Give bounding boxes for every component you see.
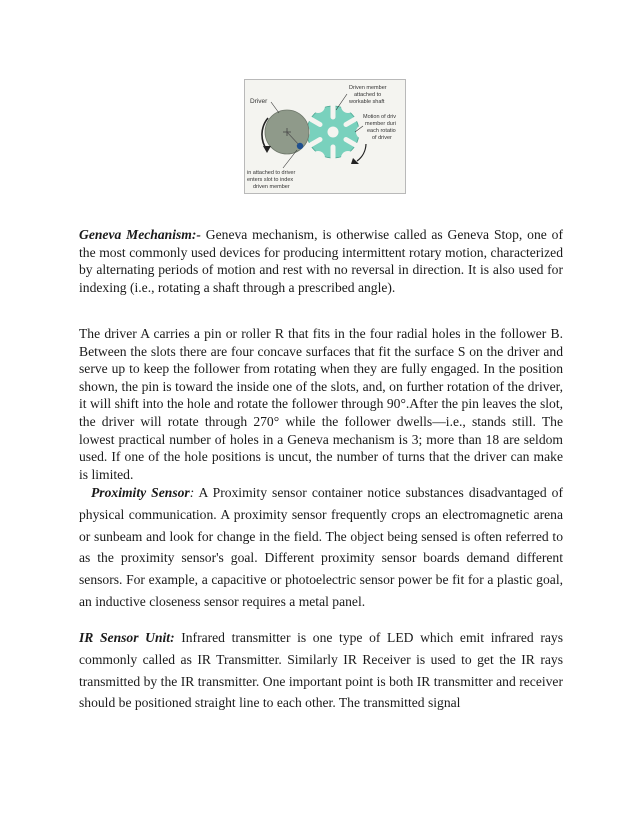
wheel-concave-surface [311, 99, 325, 113]
label-pin: driven member [253, 184, 290, 190]
label-driver: Driver [250, 98, 268, 105]
geneva-diagram [245, 80, 405, 193]
label-driven-member: Driven member [349, 85, 387, 91]
label-motion: each rotatio [367, 128, 396, 134]
label-driven-member: workable shaft [349, 99, 385, 105]
leader-line [271, 102, 279, 113]
label-pin: in attached to driver [247, 170, 296, 176]
paragraph-ir-sensor-unit [79, 627, 563, 714]
paragraph-geneva-mechanism [79, 226, 563, 296]
ir-text: Infrared transmitter is one type of LED which emit infrared rays commonly called as IR Transmitter. Similarly IR Receiver is used to get the IR rays transmitted by the IR transmitter. One important point is both IR transmitter and receiver should be positioned straight line to each other. The transmitted signal [79, 630, 563, 711]
heading-proximity-colon: : [189, 485, 195, 500]
wheel-concave-surface [311, 151, 325, 165]
geneva-text: Geneva mechanism, is otherwise called as Geneva Stop, one of the most commonly used devices for producing intermittent rotary motion, characterized by alternating periods of motion and rest with no reversal in direction. It is also used for indexing (i.e., rotating a shaft through a prescribed angle). [79, 227, 563, 295]
geneva-mechanism-figure [244, 79, 406, 194]
heading-ir-sensor-unit: IR Sensor Unit: [79, 630, 175, 645]
driver-rotation-arrowhead [263, 146, 271, 153]
heading-proximity-sensor: Proximity Sensor [91, 485, 190, 500]
driver-pin [297, 143, 303, 149]
label-driven-member: attached to [354, 92, 382, 98]
driver-text: The driver A carries a pin or roller R that fits in the four radial holes in the follower B. Between the slots there are four concave surfaces that fit the surface S on the driver and serve up to keep the follower from rotating when they are fully engaged. In the position shown, the pin is toward the inside one of the slots, and, on further rotation of the driver, it will shift into the hole and rotate the follower through 90°.After the pin leaves the slot, the driver will rotate through 270° while the follower dwells—i.e., stands still. The lowest practical number of holes in a Geneva mechanism is 3; more than 18 are seldom used. If one of the hole positions is uncut, the number of turns that the driver can make is limited. [79, 326, 563, 482]
label-motion: of driver [372, 135, 392, 141]
paragraph-driver [79, 325, 563, 483]
driven-wheel-hub [328, 127, 339, 138]
label-pin: enters slot to index [247, 177, 294, 183]
heading-geneva-mechanism: Geneva Mechanism:- [79, 227, 201, 242]
label-motion: Motion of driv [363, 114, 397, 120]
label-motion: member duri [365, 121, 396, 127]
paragraph-proximity-sensor [79, 482, 563, 613]
proximity-text: A Proximity sensor container notice substances disadvantaged of physical communication. A proximity sensor frequently crops an electromagnetic arena or sunbeam and look for change in the field. The object being sensed is often referred to as the proximity sensor's goal. Different proximity sensor boards demand different sensors. For example, a capacitive or photoelectric sensor power be fit for a plastic goal, an inductive closeness sensor requires a metal panel. [79, 485, 563, 609]
